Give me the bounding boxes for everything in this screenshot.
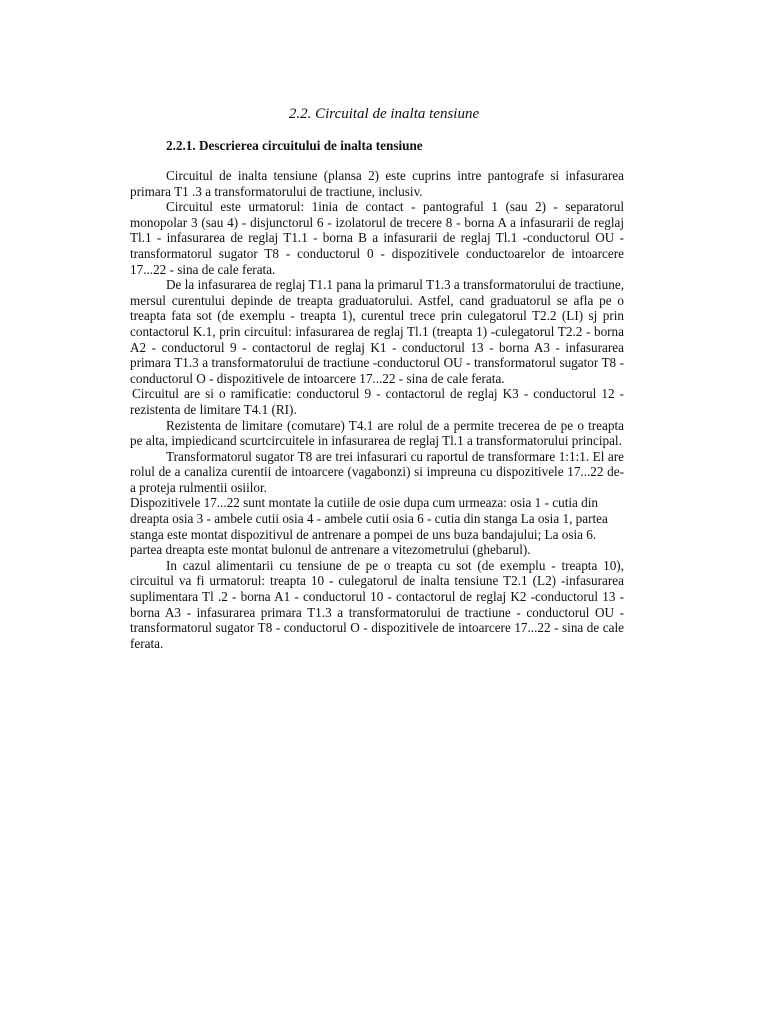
paragraph-current-path: De la infasurarea de reglaj T1.1 pana la primarul T1.3 a transformatorului de tractiune, mersul curentului depinde de treapta graduatorului. Astfel, cand graduatorul se afla pe o treapta fata sot (de exemplu - treapta 1), curentul trece prin culegatorul T2.2 (LI) sj prin contactorul K.1, prin circuitul: infasurarea de reglaj Tl.1 (treapta 1) -culegatorul T2.2 - borna A2 - conductorul 9 - contactorul de reglaj K1 - conductorul 13 - borna A3 - infasurarea primara T1.3 a transformatorului de tractiune -conductorul OU - transformatorul sugator T8 - conductorul O - dispozitivele de intoarcere 17...22 - sina de cale ferata. <box>130 277 624 386</box>
section-title: 2.2. Circuital de inalta tensiune <box>288 106 480 122</box>
subsection-title: 2.2.1. Descrierea circuitului de inalta tensiune <box>166 138 423 153</box>
paragraph-circuit: Circuitul este urmatorul: 1inia de contact - pantograful 1 (sau 2) - separatorul monopolar 3 (sau 4) - disjunctorul 6 - izolatorul de trecere 8 - borna A a infasurarii de reglaj Tl.1 - infasurarea de reglaj T1.1 - borna B a infasurarii de reglaj Tl.1 -conductorul OU - transformatorul sugator T8 - conductorul 0 - dispozitivele conductoarelor de intoarcere 17...22 - sina de cale ferata. <box>130 199 624 277</box>
paragraph-limiting-resistor: Rezistenta de limitare (comutare) T4.1 are rolul de a permite trecerea de pe o treapta pe alta, impiedicand scurtcircuitele in infasurarea de reglaj Tl.1 a transformatorului principal. <box>130 417 624 449</box>
body-text <box>130 168 624 651</box>
paragraph-even-step: In cazul alimentarii cu tensiune de pe o treapta cu sot (de exemplu - treapta 10), circuitul va fi urmatorul: treapta 10 - culegatorul de inalta tensiune T2.1 (L2) -infasurarea suplimentara Tl .2 - borna A1 - conductorul 10 - contactorul de reglaj K2 -conductorul 13 - borna A3 - infasurarea primara T1.3 a transformatorului de tractiune - conductorul OU - transformatorul sugator T8 - conductorul O - dispozitivele de intoarcere 17...22 - sina de cale ferata. <box>130 557 624 651</box>
paragraph-absorber-transformer: Transformatorul sugator T8 are trei infasurari cu raportul de transformare 1:1:1. El are rolul de a canaliza curentii de intoarcere (vagabonzi) si impreuna cu dispozitivele 17...22 de-a proteja rulmentii osiilor. <box>130 448 624 495</box>
paragraph-intro: Circuitul de inalta tensiune (plansa 2) este cuprins intre pantografe si infasurarea primara T1 .3 a transformatorului de tractiune, inclusiv. <box>130 168 624 199</box>
paragraph-devices: Dispozitivele 17...22 sunt montate la cutiile de osie dupa cum urmeaza: osia 1 - cutia din dreapta osia 3 - ambele cutii osia 4 - ambele cutii osia 6 - cutia din stanga La osia 1, partea stanga este montat dispozitivul de antrenare a pompei de uns buza bandajului; La osia 6. partea dreapta este montat bulonul de antrenare a vitezometrului (ghebarul). <box>130 495 608 558</box>
paragraph-ramification: Circuitul are si o ramificatie: conductorul 9 - contactorul de reglaj K3 - conductorul 12 - rezistenta de limitare T4.1 (RI). <box>130 386 624 417</box>
